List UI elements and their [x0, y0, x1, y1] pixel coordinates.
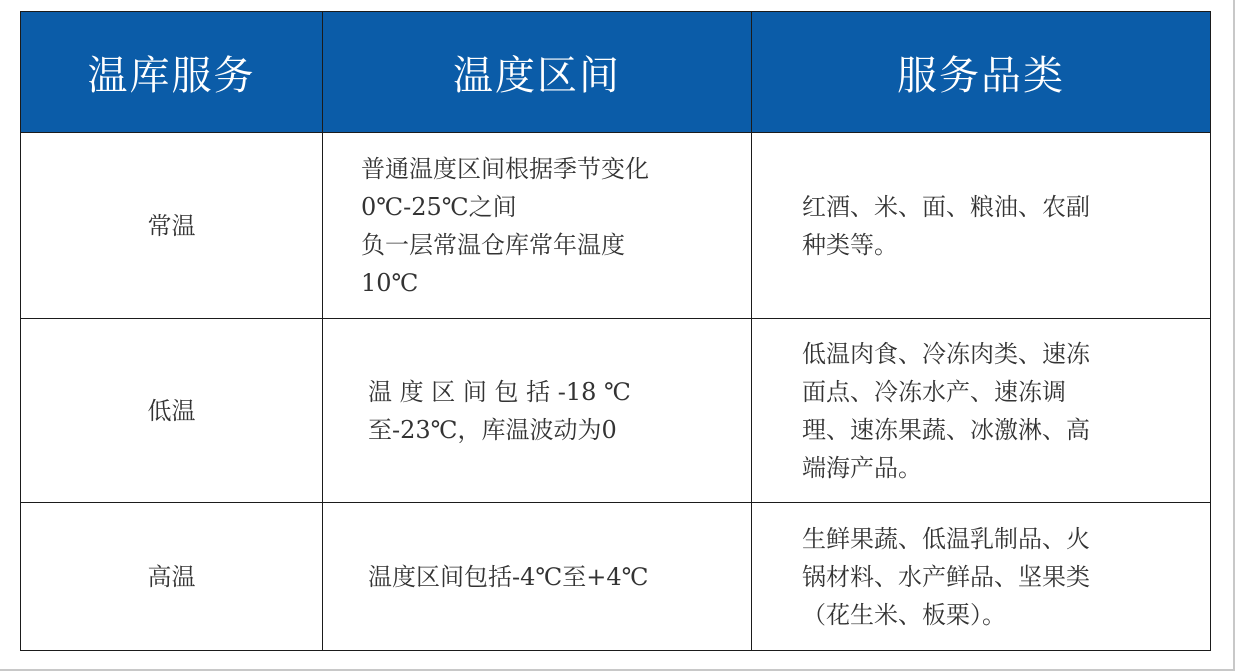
range-line: 温 度 区 间 包 括 -18 ℃ — [368, 377, 631, 406]
category-cell — [752, 503, 1211, 651]
temperature-range-cell — [323, 319, 752, 503]
category-line: 锅材料、水产鲜品、坚果类 — [802, 562, 1090, 591]
range-line: 10℃ — [361, 268, 419, 297]
header-service: 温库服务 — [21, 12, 323, 133]
header-categories: 服务品类 — [752, 12, 1211, 133]
category-line: 面点、冷冻水产、速冻调 — [802, 377, 1066, 406]
temperature-range-cell — [323, 133, 752, 319]
range-line: 普通温度区间根据季节变化 — [361, 154, 649, 183]
service-name: 高温 — [21, 503, 323, 651]
warehouse-service-table — [20, 11, 1211, 651]
category-line: 端海产品。 — [802, 453, 922, 482]
range-line: 0℃-25℃之间 — [361, 192, 517, 221]
table-row — [21, 503, 1211, 651]
category-cell — [752, 133, 1211, 319]
category-line: 低温肉食、冷冻肉类、速冻 — [802, 339, 1090, 368]
category-line: 红酒、米、面、粮油、农副 — [802, 192, 1090, 221]
range-line: 至-23℃，库温波动为0 — [368, 415, 617, 444]
service-name: 低温 — [21, 319, 323, 503]
range-line: 负一层常温仓库常年温度 — [361, 230, 625, 259]
service-name: 常温 — [21, 133, 323, 319]
header-temperature-range: 温度区间 — [323, 12, 752, 133]
category-line: 生鲜果蔬、低温乳制品、火 — [802, 524, 1090, 553]
range-line: 温度区间包括-4℃至+4℃ — [368, 562, 649, 591]
category-cell — [752, 319, 1211, 503]
category-line: 理、速冻果蔬、冰激淋、高 — [802, 415, 1090, 444]
header-row — [21, 12, 1211, 133]
category-line: 种类等。 — [802, 230, 898, 259]
table-row — [21, 319, 1211, 503]
table-row — [21, 133, 1211, 319]
temperature-range-cell — [323, 503, 752, 651]
category-line: （花生米、板栗）。 — [802, 600, 1006, 629]
